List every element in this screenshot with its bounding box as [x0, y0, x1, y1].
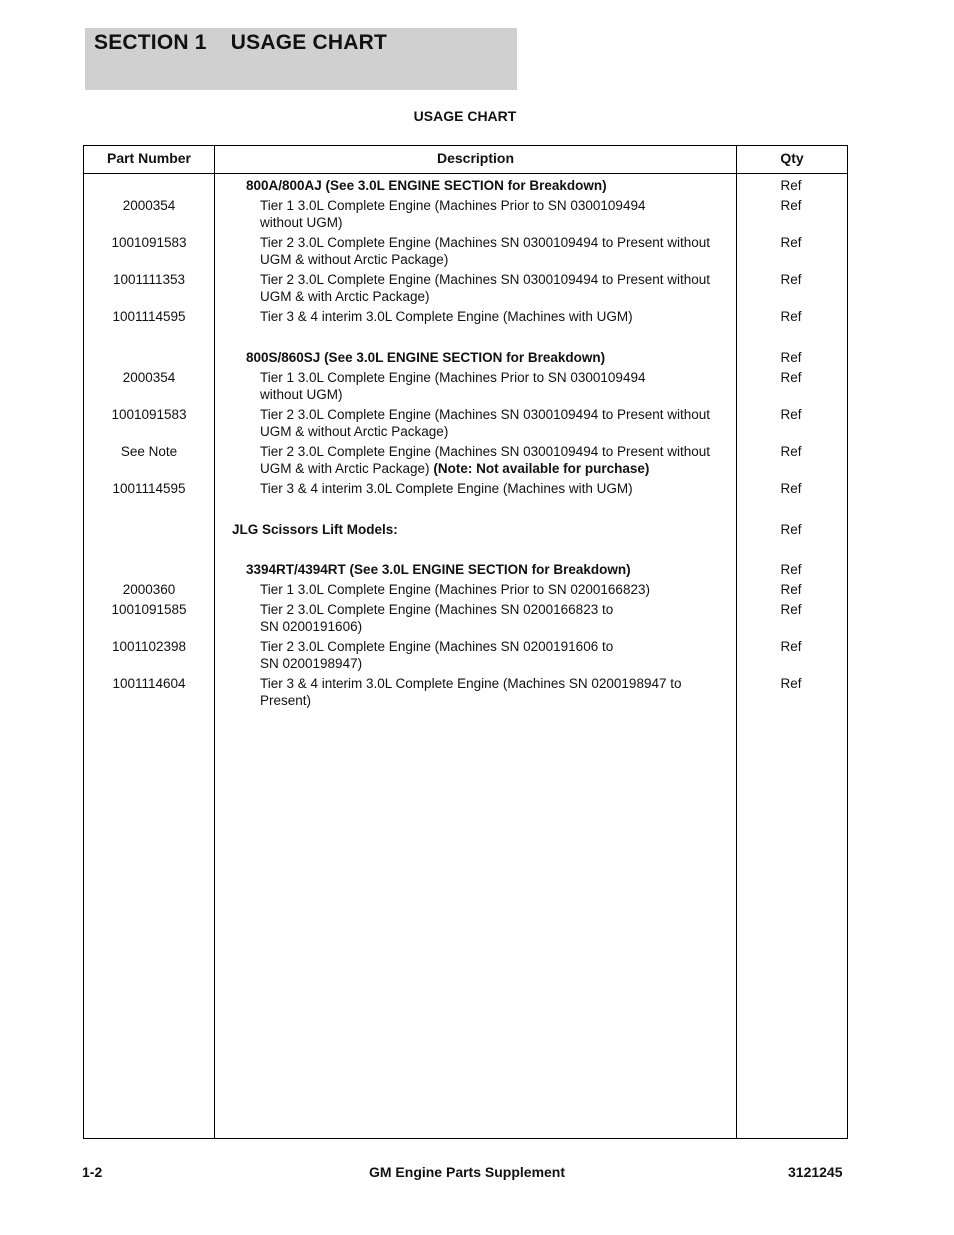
qty-cell: Ref: [780, 582, 802, 597]
description-line: Tier 2 3.0L Complete Engine (Machines SN 0300109494 to Present without: [260, 444, 711, 459]
part-cell: 1001114604: [112, 676, 186, 691]
description-cell: [214, 366, 724, 403]
table-row: [84, 598, 847, 635]
description-line: UGM & with Arctic Package): [260, 461, 430, 476]
qty-cell: Ref: [780, 676, 802, 691]
part-cell: 1001114595: [112, 309, 186, 324]
description-line: Tier 2 3.0L Complete Engine (Machines SN 0200191606 to: [260, 639, 614, 654]
qty-cell: Ref: [780, 350, 802, 365]
description-cell: [214, 598, 724, 635]
table-body: [84, 174, 847, 709]
footer-page-number: 1-2: [82, 1164, 103, 1180]
section-title: [94, 31, 387, 55]
qty-cell: Ref: [780, 198, 802, 213]
description-cell: [214, 305, 724, 325]
table-row: [84, 477, 847, 497]
part-cell: [84, 174, 214, 194]
qty-cell: Ref: [780, 602, 802, 617]
part-cell: [84, 558, 214, 578]
header-part-number: Part Number: [106, 150, 192, 166]
description-cell: [214, 231, 724, 268]
table-row: [84, 346, 847, 366]
qty-cell: Ref: [780, 522, 802, 537]
group-heading: JLG Scissors Lift Models:: [232, 522, 398, 537]
qty-cell: Ref: [780, 639, 802, 654]
qty-cell: Ref: [780, 407, 802, 422]
qty-cell: Ref: [780, 370, 802, 385]
table-row: [84, 558, 847, 578]
part-cell: 1001091583: [111, 407, 187, 422]
row-spacer: [84, 325, 847, 346]
description-line: UGM & without Arctic Package): [260, 424, 449, 439]
part-cell: 1001114595: [112, 481, 186, 496]
description-cell: [214, 635, 724, 672]
description-line: without UGM): [260, 387, 343, 402]
description-line: Tier 2 3.0L Complete Engine (Machines SN 0200166823 to: [260, 602, 614, 617]
description-line: UGM & with Arctic Package): [260, 289, 430, 304]
part-cell: 1001091585: [111, 602, 187, 617]
description-line: Present): [260, 693, 312, 708]
part-cell: 1001102398: [111, 639, 187, 654]
group-heading: 3394RT/4394RT (See 3.0L ENGINE SECTION for Breakdown): [246, 562, 631, 577]
row-spacer: [84, 538, 847, 558]
part-cell: 2000354: [122, 370, 176, 385]
note-text: (Note: Not available for purchase): [433, 461, 650, 476]
description-line: Tier 3 & 4 interim 3.0L Complete Engine (Machines with UGM): [260, 481, 633, 496]
footer-doc-number: 3121245: [788, 1164, 843, 1180]
group-heading: 800S/860SJ (See 3.0L ENGINE SECTION for Breakdown): [246, 350, 606, 365]
description-cell: [214, 477, 724, 497]
table-row: [84, 305, 847, 325]
table-row: [84, 440, 847, 477]
description-line: Tier 2 3.0L Complete Engine (Machines SN 0300109494 to Present without: [260, 272, 711, 287]
description-line: Tier 1 3.0L Complete Engine (Machines Prior to SN 0200166823): [260, 582, 650, 597]
table-row: [84, 366, 847, 403]
part-cell: [84, 346, 214, 366]
description-line: Tier 2 3.0L Complete Engine (Machines SN 0300109494 to Present without: [260, 235, 711, 250]
table-row: [84, 578, 847, 598]
section-number: SECTION 1: [94, 31, 207, 54]
description-line: Tier 3 & 4 interim 3.0L Complete Engine (Machines SN 0200198947 to: [260, 676, 682, 691]
part-cell: 1001091583: [111, 235, 187, 250]
qty-cell: Ref: [780, 309, 802, 324]
part-cell: 2000360: [122, 582, 176, 597]
table-row: [84, 403, 847, 440]
header-description: Description: [436, 150, 514, 166]
description-cell: [214, 672, 724, 709]
qty-cell: Ref: [780, 562, 802, 577]
description-line: SN 0200191606): [260, 619, 363, 634]
description-cell: [214, 194, 724, 231]
qty-cell: Ref: [780, 444, 802, 459]
description-line: Tier 1 3.0L Complete Engine (Machines Prior to SN 0300109494: [260, 370, 646, 385]
part-cell: 2000354: [122, 198, 176, 213]
description-cell: [214, 578, 724, 598]
group-heading: 800A/800AJ (See 3.0L ENGINE SECTION for Breakdown): [246, 178, 607, 193]
part-cell: See Note: [120, 444, 178, 459]
chart-title: USAGE CHART: [413, 108, 517, 124]
description-cell: [214, 268, 724, 305]
header-qty: Qty: [780, 150, 804, 166]
table-row: [84, 174, 847, 194]
description-line: Tier 3 & 4 interim 3.0L Complete Engine (Machines with UGM): [260, 309, 633, 324]
part-cell: [84, 518, 214, 538]
table-row: [84, 194, 847, 231]
qty-cell: Ref: [780, 235, 802, 250]
usage-table: [83, 145, 848, 1139]
description-line: SN 0200198947): [260, 656, 363, 671]
section-name: USAGE CHART: [230, 31, 388, 54]
table-row: [84, 635, 847, 672]
footer-title: GM Engine Parts Supplement: [368, 1164, 566, 1180]
qty-cell: Ref: [780, 481, 802, 496]
description-cell: [214, 403, 724, 440]
description-line: Tier 1 3.0L Complete Engine (Machines Prior to SN 0300109494: [260, 198, 646, 213]
description-line: without UGM): [260, 215, 343, 230]
description-cell: [214, 440, 724, 477]
table-row: [84, 231, 847, 268]
row-spacer: [84, 497, 847, 518]
qty-cell: Ref: [780, 178, 802, 193]
qty-cell: Ref: [780, 272, 802, 287]
table-row: [84, 518, 847, 538]
part-cell: 1001111353: [112, 272, 186, 287]
table-row: [84, 268, 847, 305]
description-line: Tier 2 3.0L Complete Engine (Machines SN 0300109494 to Present without: [260, 407, 711, 422]
description-line: UGM & without Arctic Package): [260, 252, 449, 267]
table-row: [84, 672, 847, 709]
